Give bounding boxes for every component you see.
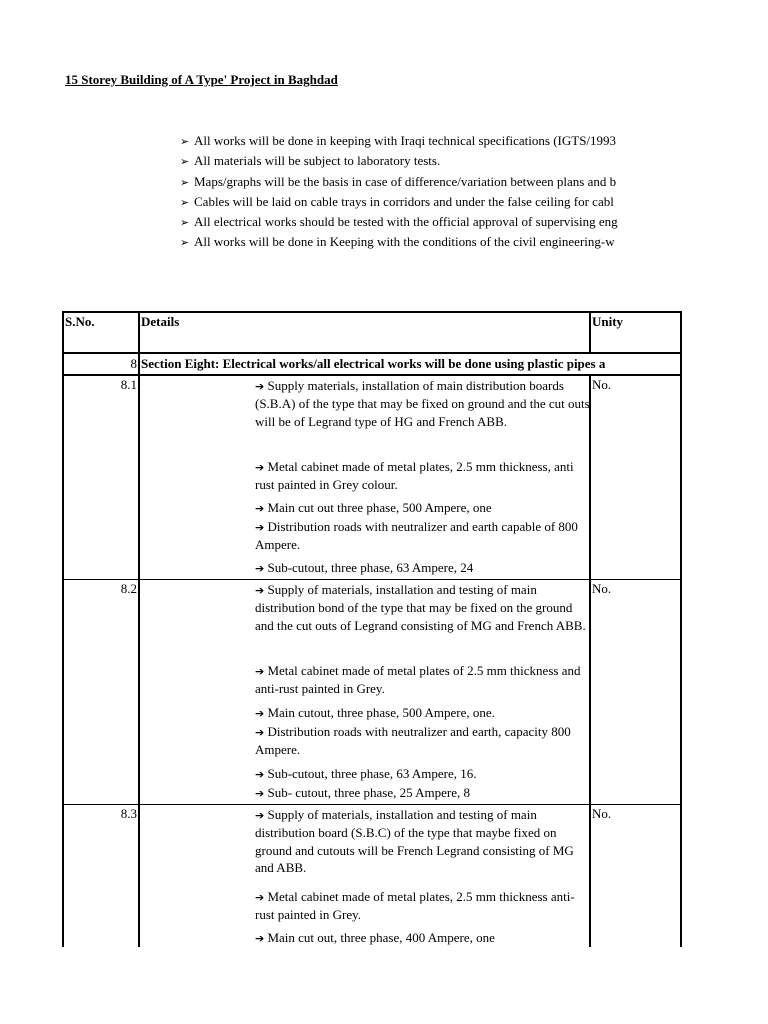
header-sno: S.No.: [65, 314, 95, 329]
row-item: ➔ Main cutout, three phase, 500 Ampere, one.: [255, 705, 495, 720]
arrow-icon: ➔: [255, 502, 265, 515]
arrow-icon: ➔: [255, 380, 265, 393]
notes-list: [180, 131, 680, 253]
row-number: 8.1: [120, 377, 137, 392]
row-item: ➔ Main cut out, three phase, 400 Ampere, one: [255, 930, 495, 945]
arrow-icon: ➔: [255, 932, 265, 945]
note-item: ➢ All works will be done in Keeping with the conditions of the civil engineering-w: [180, 232, 680, 252]
col-border-details: [138, 311, 140, 947]
note-item: ➢ All works will be done in keeping with Iraqi technical specifications (IGTS/1993: [180, 131, 680, 151]
arrow-icon: ➔: [255, 707, 265, 720]
row-item: ➔ Sub- cutout, three phase, 25 Ampere, 8: [255, 785, 471, 800]
arrow-icon: ➔: [255, 809, 265, 822]
arrow-icon: ➔: [255, 521, 265, 534]
triangle-bullet-icon: ➢: [180, 156, 190, 169]
row-item: ➔ Sub-cutout, three phase, 63 Ampere, 16.: [255, 766, 477, 781]
row-item: ➔ Distribution roads with neutralizer and earth capable of 800 Ampere.: [255, 519, 578, 553]
header-details: Details: [141, 314, 180, 329]
triangle-bullet-icon: ➢: [180, 237, 190, 250]
row-unity: No.: [592, 377, 612, 392]
row-unity: No.: [592, 806, 612, 821]
row-item: ➔ Supply of materials, installation and testing of main distribution bond of the type that may be fixed on the ground and the cut outs of Legrand consisting of MG and French ABB.: [255, 582, 586, 633]
note-item: ➢ All materials will be subject to laboratory tests.: [180, 151, 680, 171]
document-title: 15 Storey Building of A Type' Project in Baghdad: [65, 72, 338, 87]
row-item: ➔ Metal cabinet made of metal plates of 2.5 mm thickness and anti-rust painted in Grey.: [255, 663, 581, 697]
arrow-icon: ➔: [255, 461, 265, 474]
row-unity: No.: [592, 581, 612, 596]
row-item: ➔ Supply materials, installation of main distribution boards (S.B.A) of the type that may be fixed on ground and the cut outs will be of Legrand type of HG and French ABB.: [255, 378, 590, 429]
header-unity: Unity: [592, 314, 624, 329]
row-item: ➔ Metal cabinet made of metal plates, 2.5 mm thickness, anti rust painted in Grey colour.: [255, 459, 574, 493]
section-title: Section Eight: Electrical works/all electrical works will be done using plastic pipes a: [141, 356, 606, 371]
note-item: ➢ All electrical works should be tested with the official approval of supervising eng: [180, 212, 680, 232]
arrow-icon: ➔: [255, 787, 265, 800]
arrow-icon: ➔: [255, 665, 265, 678]
triangle-bullet-icon: ➢: [180, 176, 190, 189]
note-item: ➢ Cables will be laid on cable trays in corridors and under the false ceiling for cabl: [180, 192, 680, 212]
row-item: ➔ Metal cabinet made of metal plates, 2.5 mm thickness anti-rust painted in Grey.: [255, 889, 575, 923]
col-border-right: [680, 311, 682, 947]
row-number: 8.2: [120, 581, 137, 596]
row-number: 8.3: [120, 806, 137, 821]
col-border-left: [62, 311, 64, 947]
triangle-bullet-icon: ➢: [180, 136, 190, 148]
arrow-icon: ➔: [255, 891, 265, 904]
row-item: ➔ Supply of materials, installation and testing of main distribution board (S.B.C) of the type that maybe fixed on ground and cutouts will be French Legrand consisting of MG and ABB.: [255, 807, 574, 875]
section-number: 8: [130, 356, 137, 371]
triangle-bullet-icon: ➢: [180, 217, 190, 230]
row-item: ➔ Distribution roads with neutralizer and earth, capacity 800 Ampere.: [255, 724, 571, 758]
arrow-icon: ➔: [255, 584, 265, 597]
row-item: ➔ Main cut out three phase, 500 Ampere, one: [255, 500, 492, 515]
arrow-icon: ➔: [255, 768, 265, 781]
row-item: ➔ Sub-cutout, three phase, 63 Ampere, 24: [255, 560, 474, 575]
col-border-unity-header: [589, 311, 591, 354]
note-item: ➢ Maps/graphs will be the basis in case of difference/variation between plans and b: [180, 172, 680, 192]
arrow-icon: ➔: [255, 562, 265, 575]
triangle-bullet-icon: ➢: [180, 196, 190, 209]
arrow-icon: ➔: [255, 726, 265, 739]
